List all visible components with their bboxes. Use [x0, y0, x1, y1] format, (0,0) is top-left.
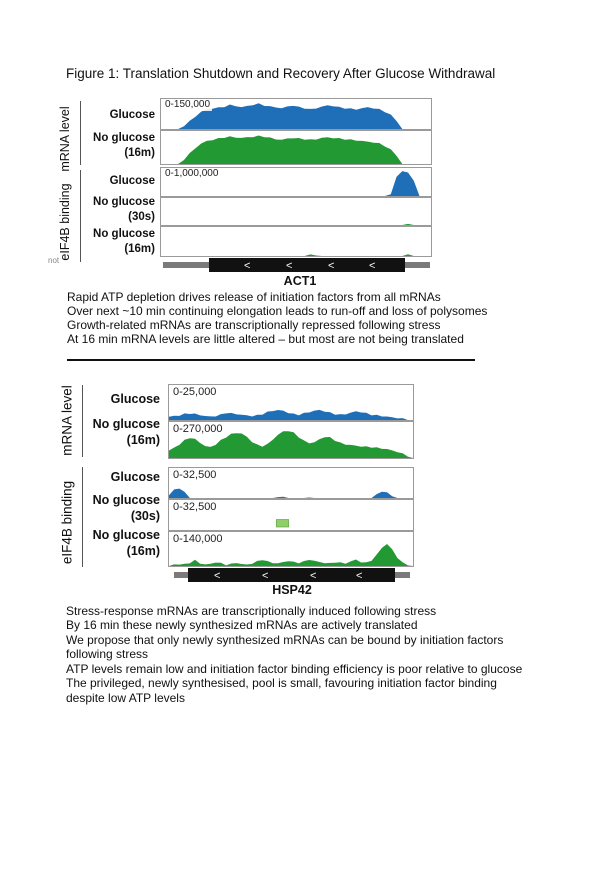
caption-line: Over next ~10 min continuing elongation leads to run-off and loss of polysomes	[67, 304, 488, 318]
caption-line: despite low ATP levels	[66, 691, 185, 705]
track-act1-eif-30s	[160, 197, 432, 226]
coverage-area	[161, 254, 431, 256]
caption-line: Stress-response mRNAs are transcriptionally induced following stress	[66, 604, 437, 618]
scale-label: 0-140,000	[173, 533, 223, 545]
row-label-line: No glucose	[92, 417, 160, 431]
strand-arrow: <	[286, 260, 293, 272]
track-hsp42-eif-glucose	[168, 467, 414, 499]
group-label-mrna-1: mRNA level	[58, 106, 72, 172]
figure-title: Figure 1: Translation Shutdown and Recovery After Glucose Withdrawal	[66, 66, 496, 81]
caption-line: At 16 min mRNA levels are little altered – but most are not being translated	[67, 332, 464, 346]
coverage-area	[169, 489, 413, 498]
scale-label: 0-32,500	[173, 501, 217, 513]
caption-line: The privileged, newly synthesised, pool is small, favouring initiation factor binding	[66, 676, 497, 690]
group-bracket-mrna-1	[80, 101, 81, 165]
row-label: Glucose	[109, 109, 155, 121]
coverage-plot	[161, 227, 431, 256]
group-label-mrna-2: mRNA level	[59, 385, 75, 456]
section-divider	[67, 359, 475, 361]
strand-arrow: <	[369, 260, 376, 272]
row-label	[93, 227, 155, 257]
row-label-line: No glucose	[92, 528, 160, 542]
group-bracket-mrna-2	[82, 385, 83, 457]
row-label	[93, 195, 155, 225]
group-label-eif4b-1: eIF4B binding	[58, 183, 72, 261]
row-label-line: No glucose	[93, 228, 155, 240]
row-label-line: (16m)	[124, 147, 155, 159]
caption-line: ATP levels remain low and initiation factor binding efficiency is poor relative to glucose	[66, 662, 523, 676]
track-hsp42-mrna-glucose	[168, 384, 414, 421]
row-label: Glucose	[109, 175, 155, 187]
exon-block	[209, 258, 405, 272]
row-label: Glucose	[110, 392, 160, 406]
strand-arrow: <	[214, 570, 221, 582]
caption-line: Growth-related mRNAs are transcriptionally repressed following stress	[67, 318, 441, 332]
scale-label: 0-32,500	[173, 469, 217, 481]
strand-arrow: <	[262, 570, 269, 582]
scale-label: 0-25,000	[173, 386, 217, 398]
gene-model-hsp42	[168, 568, 414, 582]
gene-name-hsp42: HSP42	[272, 583, 312, 597]
row-label-line: (16m)	[126, 544, 160, 558]
row-label	[93, 492, 160, 524]
scale-label: 0-270,000	[173, 423, 223, 435]
strand-arrow: <	[244, 260, 251, 272]
strand-arrow: <	[310, 570, 317, 582]
track-hsp42-eif-16m	[168, 531, 414, 567]
utr-right	[404, 262, 430, 268]
caption-line: Rapid ATP depletion drives release of initiation factors from all mRNAs	[67, 290, 441, 304]
coverage-area	[161, 224, 431, 225]
gene-model-act1	[160, 258, 432, 272]
scale-label: 0-150,000	[165, 99, 211, 110]
coverage-area	[169, 544, 413, 566]
group-label-eif4b-2: eIF4B binding	[59, 480, 75, 565]
caption-line: We propose that only newly synthesized mRNAs can be bound by initiation factors	[66, 633, 504, 647]
gene-name-act1: ACT1	[283, 274, 317, 288]
row-label	[93, 527, 160, 559]
signal-block	[276, 520, 288, 528]
track-act1-mrna-noglucose	[160, 130, 432, 165]
row-label-line: No glucose	[93, 196, 155, 208]
utr-left	[174, 572, 188, 578]
track-act1-eif-glucose	[160, 167, 432, 197]
utr-right	[394, 572, 410, 578]
track-hsp42-eif-30s	[168, 499, 414, 531]
row-label-line: (30s)	[130, 509, 160, 523]
group-bracket-eif4b-1	[80, 170, 81, 262]
coverage-plot	[161, 198, 431, 225]
scale-label: 0-1,000,000	[165, 168, 219, 179]
track-act1-eif-16m	[160, 226, 432, 257]
caption-line: following stress	[66, 647, 149, 661]
track-hsp42-mrna-noglucose	[168, 421, 414, 459]
caption-line: By 16 min these newly synthesized mRNAs are actively translated	[66, 618, 418, 632]
row-label-line: No glucose	[92, 493, 160, 507]
strand-arrow: <	[356, 570, 363, 582]
row-label-line: (16m)	[126, 433, 160, 447]
coverage-plot	[161, 131, 431, 164]
row-label	[93, 416, 160, 448]
stray-text: not	[48, 256, 60, 265]
track-act1-mrna-glucose	[160, 98, 432, 130]
row-label-line: (30s)	[128, 211, 155, 223]
row-label-line: No glucose	[93, 132, 155, 144]
row-label-line: (16m)	[124, 243, 155, 255]
strand-arrow: <	[328, 260, 335, 272]
group-bracket-eif4b-2	[82, 467, 83, 567]
coverage-area	[169, 410, 413, 420]
row-label	[93, 131, 155, 161]
utr-left	[163, 262, 209, 268]
coverage-area	[161, 136, 431, 165]
row-label: Glucose	[110, 470, 160, 484]
